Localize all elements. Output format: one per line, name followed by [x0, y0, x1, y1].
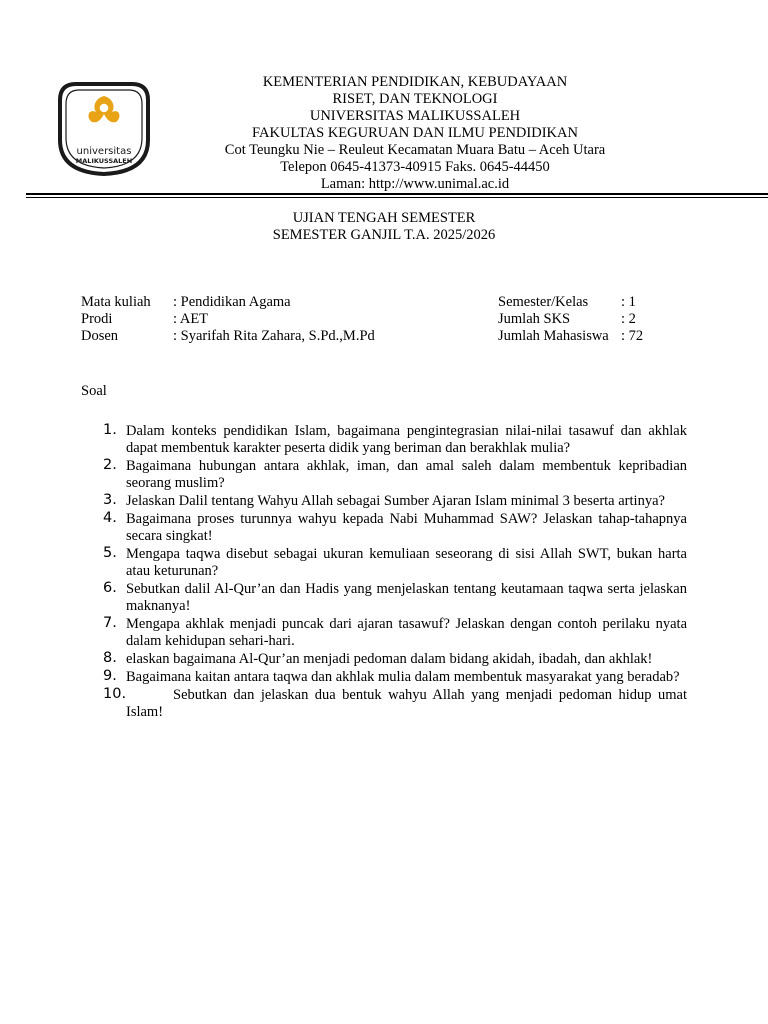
- question-number: 9.: [103, 668, 117, 684]
- course-info-left: [81, 294, 481, 346]
- question-item: [81, 651, 687, 668]
- header-divider-thin: [26, 197, 768, 198]
- question-item: [81, 581, 687, 615]
- university-logo: [52, 78, 156, 178]
- info-label-dosen: Dosen: [81, 328, 119, 344]
- question-number: 6.: [103, 580, 117, 596]
- ministry-line-2: RISET, DAN TEKNOLOGI: [332, 91, 498, 107]
- ministry-line-1: KEMENTERIAN PENDIDIKAN, KEBUDAYAAN: [262, 74, 568, 90]
- question-item: [81, 493, 687, 510]
- info-value-course: : Pendidikan Agama: [173, 294, 291, 310]
- question-number: 10.: [103, 686, 127, 702]
- website: Laman: http://www.unimal.ac.id: [320, 176, 510, 192]
- exam-subtitle: SEMESTER GANJIL T.A. 2025/2026: [272, 227, 496, 243]
- question-text: Bagaimana kaitan antara taqwa dan akhlak mulia dalam membentuk masyarakat yang beradab?: [126, 669, 680, 685]
- question-item: [81, 687, 687, 721]
- question-number: 7.: [103, 615, 117, 631]
- info-value-dosen: : Syarifah Rita Zahara, S.Pd.,M.Pd: [173, 328, 375, 344]
- info-label-students: Jumlah Mahasiswa: [498, 328, 609, 344]
- question-text: elaskan bagaimana Al-Qur’an menjadi pedoman dalam bidang akidah, ibadah, dan akhlak!: [126, 651, 653, 667]
- question-text: Mengapa akhlak menjadi puncak dari ajaran tasawuf? Jelaskan dengan contoh perilaku nyata dalam kehidupan sehari-hari.: [126, 616, 687, 649]
- question-item: [81, 423, 687, 457]
- question-number: 3.: [103, 492, 117, 508]
- info-value-students: : 72: [621, 328, 644, 344]
- info-label-semester: Semester/Kelas: [498, 294, 589, 310]
- logo-text-top: universitas: [76, 146, 132, 157]
- question-number: 2.: [103, 457, 117, 473]
- question-text: Dalam konteks pendidikan Islam, bagaimana pengintegrasian nilai-nilai tasawuf dan akhlak dapat membentuk karakter peserta didik yang beriman dan berakhlak mulia?: [126, 423, 687, 456]
- info-label-sks: Jumlah SKS: [498, 311, 571, 327]
- info-label-prodi: Prodi: [81, 311, 113, 327]
- question-number: 4.: [103, 510, 117, 526]
- info-value-prodi: : AET: [173, 311, 209, 327]
- info-label-course: Mata kuliah: [81, 294, 151, 310]
- logo-text-bottom: MALIKUSSALEH: [75, 157, 133, 165]
- header-divider: [26, 193, 768, 195]
- question-number: 5.: [103, 545, 117, 561]
- exam-title-block: [190, 210, 578, 244]
- address: Cot Teungku Nie – Reuleut Kecamatan Muara Batu – Aceh Utara: [224, 142, 606, 158]
- question-text: Mengapa taqwa disebut sebagai ukuran kemuliaan seseorang di sisi Allah SWT, bukan harta atau keturunan?: [126, 546, 687, 579]
- exam-title: UJIAN TENGAH SEMESTER: [292, 210, 476, 226]
- course-info-right: [498, 294, 698, 346]
- question-item: [81, 669, 687, 686]
- question-list: [81, 423, 687, 722]
- question-item: [81, 546, 687, 580]
- question-text: Sebutkan dalil Al-Qur’an dan Hadis yang menjelaskan tentang keutamaan taqwa serta jelaskan maknanya!: [126, 581, 687, 614]
- question-text: Bagaimana proses turunnya wahyu kepada Nabi Muhammad SAW? Jelaskan tahap-tahapnya secara singkat!: [126, 511, 687, 544]
- faculty-name: FAKULTAS KEGURUAN DAN ILMU PENDIDIKAN: [252, 125, 578, 141]
- soal-label: Soal: [81, 383, 107, 399]
- info-value-semester: : 1: [621, 294, 636, 310]
- question-number: 1.: [103, 422, 117, 438]
- question-item: [81, 458, 687, 492]
- question-item: [81, 511, 687, 545]
- question-text: Sebutkan dan jelaskan dua bentuk wahyu Allah yang menjadi pedoman hidup umat Islam!: [126, 687, 687, 720]
- university-name: UNIVERSITAS MALIKUSSALEH: [309, 108, 521, 124]
- question-text: Bagaimana hubungan antara akhlak, iman, dan amal saleh dalam membentuk kepribadian seorang muslim?: [126, 458, 687, 491]
- info-value-sks: : 2: [621, 311, 636, 327]
- question-text: Jelaskan Dalil tentang Wahyu Allah sebagai Sumber Ajaran Islam minimal 3 beserta artinya?: [126, 493, 665, 509]
- university-logo-emblem: [52, 78, 156, 178]
- question-item: [81, 616, 687, 650]
- phone: Telepon 0645-41373-40915 Faks. 0645-44450: [280, 159, 550, 175]
- question-number: 8.: [103, 650, 117, 666]
- letterhead: [190, 74, 640, 193]
